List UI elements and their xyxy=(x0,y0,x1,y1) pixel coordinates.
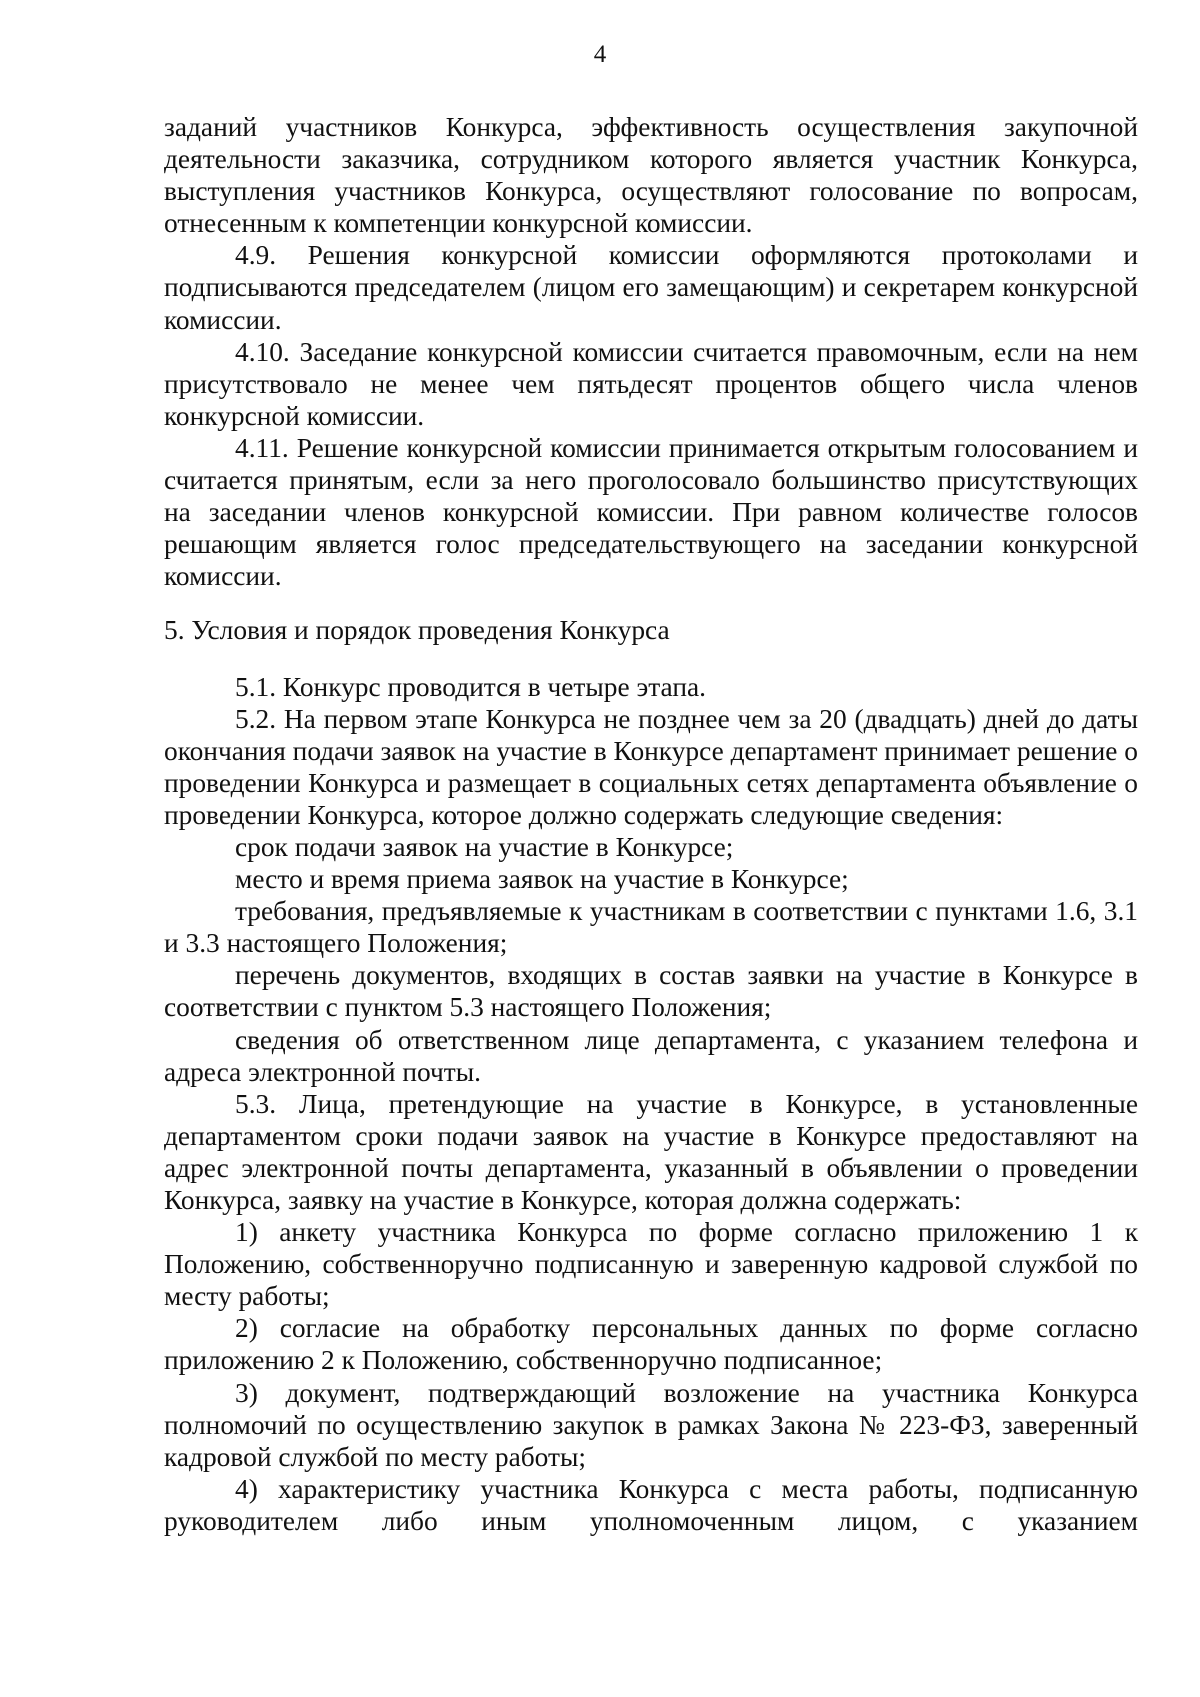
paragraph-continuation: заданий участников Конкурса, эффективность осуществления закупочной деятельности заказчика, сотрудником которого является участник Конкурса, выступления участников Конкурса, осуществляют голосование по вопросам, отнесенным к компетенции конкурсной комиссии. xyxy=(164,112,1138,239)
list-item-2: 2) согласие на обработку персональных данных по форме согласно приложению 2 к Положению, собственноручно подписанное; xyxy=(164,1313,1138,1376)
list-item-place-time: место и время приема заявок на участие в Конкурсе; xyxy=(235,864,849,895)
list-item-documents: перечень документов, входящих в состав заявки на участие в Конкурсе в соответствии с пунктом 5.3 настоящего Положения; xyxy=(164,960,1138,1023)
list-item-3: 3) документ, подтверждающий возложение на участника Конкурса полномочий по осуществлению закупок в рамках Закона № 223-ФЗ, заверенный кадровой службой по месту работы; xyxy=(164,1377,1138,1472)
list-item-deadline: срок подачи заявок на участие в Конкурсе; xyxy=(235,831,734,862)
paragraph-4-9: 4.9. Решения конкурсной комиссии оформляются протоколами и подписываются председателем (лицом его замещающим) и секретарем конкурсной комиссии. xyxy=(164,240,1138,335)
section-heading: 5. Условия и порядок проведения Конкурса xyxy=(164,615,670,646)
paragraph-4-10: 4.10. Заседание конкурсной комиссии считается правомочным, если на нем присутствовало не менее чем пятьдесят процентов общего числа членов конкурсной комиссии. xyxy=(164,336,1138,431)
list-item-contact: сведения об ответственном лице департамента, с указанием телефона и адреса электронной почты. xyxy=(164,1024,1138,1087)
page-number: 4 xyxy=(593,41,607,68)
paragraph-4-11: 4.11. Решение конкурсной комиссии принимается открытым голосованием и считается принятым, если за него проголосовало большинство присутствующих на заседании членов конкурсной комиссии. При равном количестве голосов решающим является голос председательствующего на заседании конкурсной комиссии. xyxy=(164,432,1138,592)
list-item-1: 1) анкету участника Конкурса по форме согласно приложению 1 к Положению, собственноручно подписанную и заверенную кадровой службой по месту работы; xyxy=(164,1217,1138,1312)
paragraph-5-1: 5.1. Конкурс проводится в четыре этапа. xyxy=(235,671,707,702)
list-item-4: 4) характеристику участника Конкурса с места работы, подписанную руководителем либо иным уполномоченным лицом, с указанием xyxy=(164,1473,1138,1536)
list-item-requirements: требования, предъявляемые к участникам в соответствии с пунктами 1.6, 3.1 и 3.3 настоящего Положения; xyxy=(164,896,1138,959)
paragraph-5-2: 5.2. На первом этапе Конкурса не позднее чем за 20 (двадцать) дней до даты окончания подачи заявок на участие в Конкурсе департамент принимает решение о проведении Конкурса и размещает в социальных сетях департамента объявление о проведении Конкурса, которое должно содержать следующие сведения: xyxy=(164,703,1138,830)
document-body xyxy=(164,111,1138,1537)
paragraph-5-3: 5.3. Лица, претендующие на участие в Конкурсе, в установленные департаментом сроки подачи заявок на участие в Конкурсе предоставляют на адрес электронной почты департамента, указанный в объявлении о проведении Конкурса, заявку на участие в Конкурсе, которая должна содержать: xyxy=(164,1088,1138,1215)
